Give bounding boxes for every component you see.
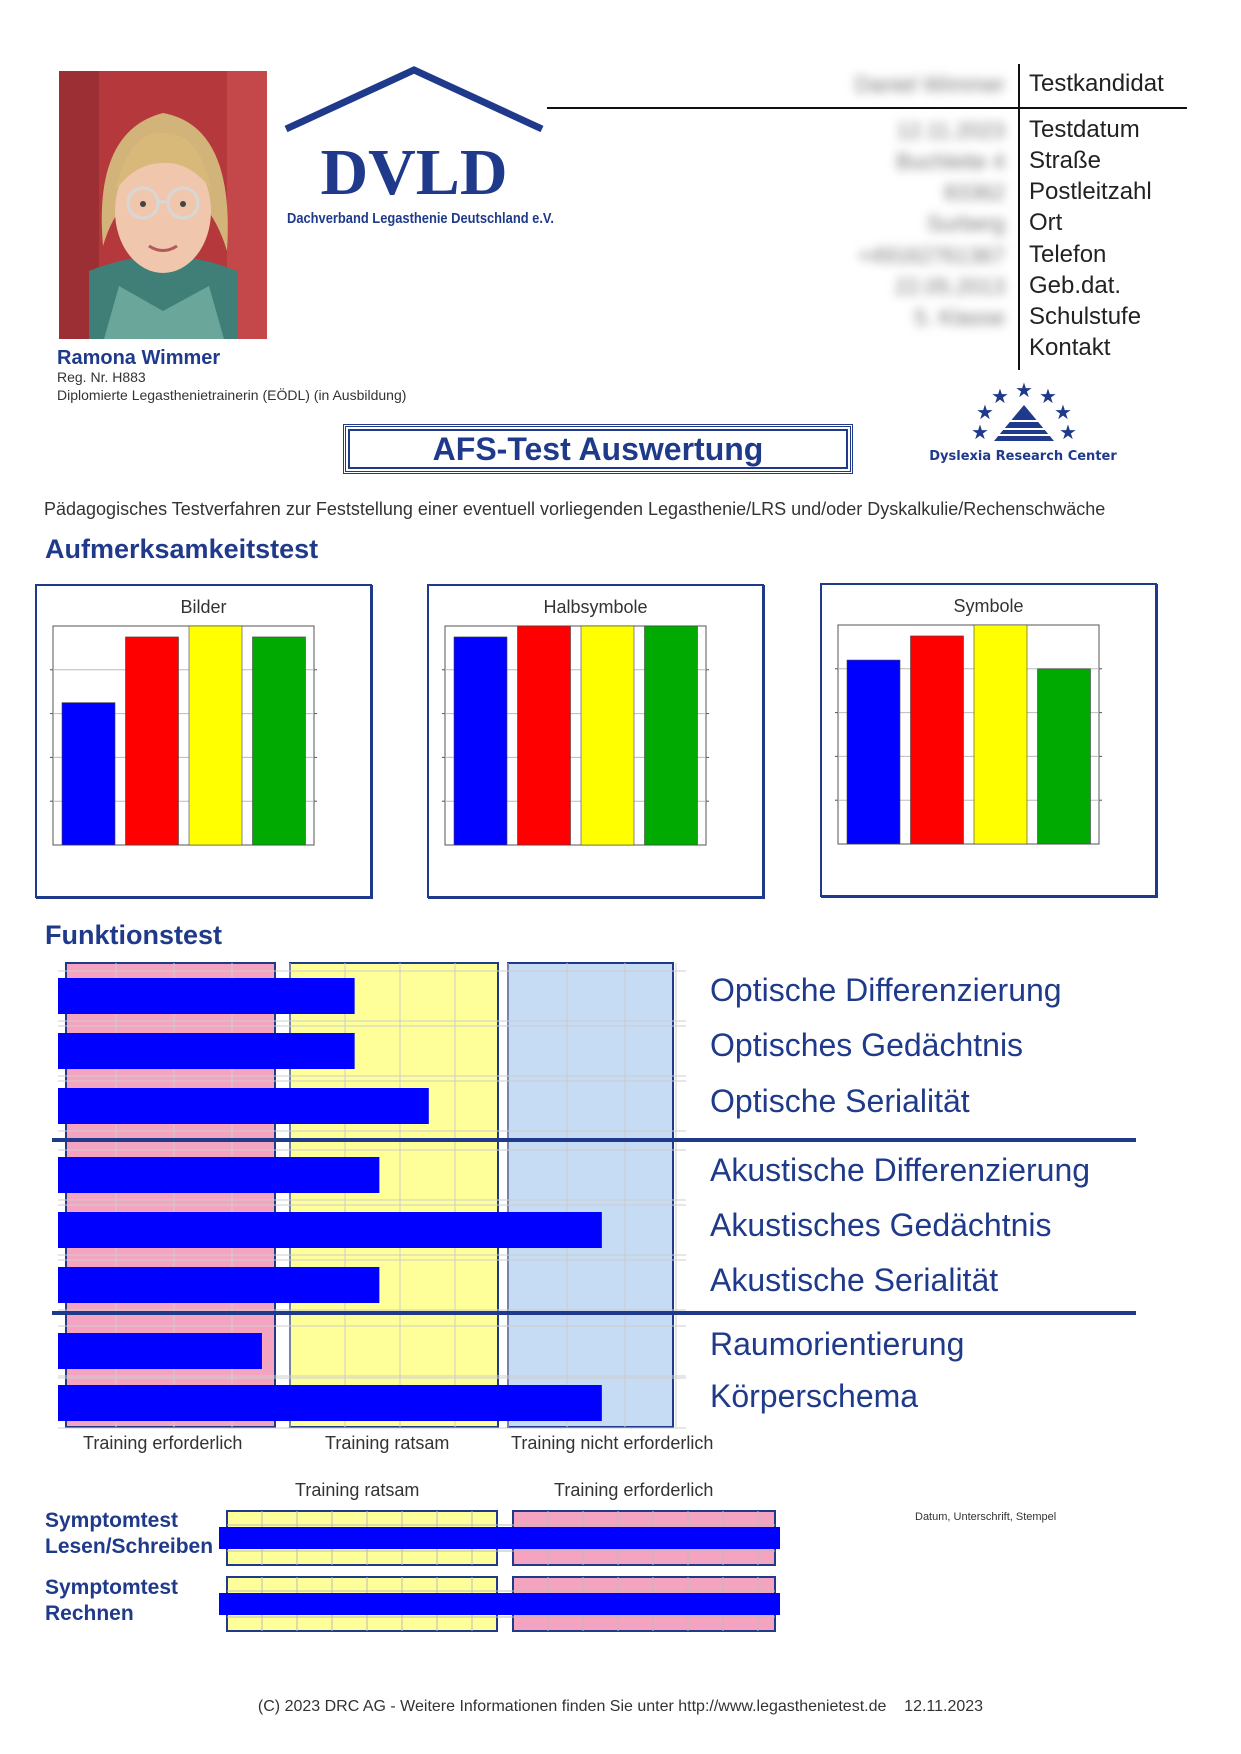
trainer-name: Ramona Wimmer [57,347,221,369]
report-title: AFS-Test Auswertung [432,430,764,467]
field-label-strasse: Straße [1029,147,1102,174]
bar-Akustische Serialität [58,1267,379,1303]
ftest-label-optisches-gedaechtnis: Optisches Gedächtnis [710,1027,1024,1063]
dvld-logo-letters: DVLD [320,136,508,209]
field-value-testkandidat: Daniel Wimmer [854,72,1005,97]
bar-rot [911,636,964,844]
field-value-testdatum: 12.11.2023 [896,118,1005,143]
zone-label-training-erforderlich: Training erforderlich [83,1433,243,1453]
bar-gelb [974,625,1027,844]
attention-chart-halbsymbole [427,584,764,898]
bar-grün [253,637,306,845]
ftest-label-akustische-differenzierung: Akustische Differenzierung [710,1152,1091,1188]
field-value-gebdat: 22.05.2013 [894,274,1005,299]
bar-grün [645,626,698,845]
bar-grün [1038,669,1091,844]
attention-chart-bilder [35,584,372,898]
footer-text: (C) 2023 DRC AG - Weitere Informationen finden Sie unter http://www.legasthenietest.de 12.11.2023 [257,1698,984,1715]
symptom-label-line1: Symptomtest [45,1576,179,1599]
report-title-box [343,424,853,474]
bar-blau [847,660,900,844]
bar-Optisches Gedächtnis [58,1033,355,1069]
field-value-ort: Surberg [926,211,1005,236]
symptom-zone-label-erforderlich: Training erforderlich [554,1480,714,1500]
drc-logo-text: Dyslexia Research Center [929,449,1117,464]
bar-Körperschema [58,1385,602,1421]
chart-plot [822,585,1155,895]
header-horizontal-rule [547,107,1187,109]
bar-Akustisches Gedächtnis [58,1212,602,1248]
bar-Optische Differenzierung [58,978,355,1014]
zone-label-training-nicht-erforderlich: Training nicht erforderlich [511,1433,714,1453]
attention-chart-symbole [820,583,1157,897]
dvld-logo-text: Dachverband Legasthenie Deutschland e.V. [287,210,554,227]
field-label-gebdat: Geb.dat. [1029,272,1122,299]
symptom-zone-label-ratsam: Training ratsam [295,1480,420,1500]
chart-plot [37,586,370,896]
symptom-label-line2: Rechnen [45,1602,134,1625]
symptom-label-line2: Lesen/Schreiben [45,1535,214,1558]
symptom-label-line1: Symptomtest [45,1509,179,1532]
bar-blau [62,703,115,845]
function-test-heading: Funktionstest [45,920,223,950]
svg-text:★: ★ [1054,400,1072,424]
ftest-label-optische-differenzierung: Optische Differenzierung [710,972,1062,1008]
ftest-label-akustische-serialitaet: Akustische Serialität [710,1262,999,1298]
svg-text:★: ★ [971,420,989,444]
chart-title: Symbole [953,596,1024,616]
header-vertical-rule [1018,64,1020,370]
trainer-photo-image [59,71,267,339]
ftest-label-koerperschema: Körperschema [710,1378,919,1414]
chart-plot [429,586,762,896]
bar-Raumorientierung [58,1333,262,1369]
svg-text:★: ★ [991,384,1009,408]
zone-training-nicht-erforderlich [508,963,673,1427]
bar-rot [126,637,179,845]
field-value-strasse: Buchleite 4 [896,149,1005,174]
field-value-telefon: +49162761367 [857,243,1005,268]
svg-text:★: ★ [1039,384,1057,408]
bar-Symptomtest Lesen/Schreiben [219,1527,780,1549]
bar-rot [518,626,571,845]
field-label-ort: Ort [1029,209,1063,236]
zone-training-ratsam [290,963,498,1427]
bar-Optische Serialität [58,1088,429,1124]
report-subtitle: Pädagogisches Testverfahren zur Feststellung einer eventuell vorliegenden Legasthenie/LRS und/oder Dyskalkulie/Rechenschwäche [44,499,1106,519]
trainer-photo [59,71,267,339]
signature-stamp-label: Datum, Unterschrift, Stempel [915,1511,1057,1523]
attention-test-heading: Aufmerksamkeitstest [45,534,319,564]
trainer-title: Diplomierte Legasthenietrainerin (EÖDL) (in Ausbildung) [57,387,407,403]
zone-label-training-ratsam: Training ratsam [325,1433,450,1453]
footer [0,1698,1241,1716]
field-label-kontakt: Kontakt [1029,334,1111,361]
svg-text:★: ★ [1059,420,1077,444]
field-label-testdatum: Testdatum [1029,116,1140,143]
field-label-telefon: Telefon [1029,241,1107,268]
svg-text:★: ★ [1015,378,1033,402]
bar-gelb [189,626,242,845]
bar-Akustische Differenzierung [58,1157,379,1193]
field-value-postleitzahl: 83362 [943,180,1005,205]
ftest-label-raumorientierung: Raumorientierung [710,1326,965,1362]
field-label-schulstufe: Schulstufe [1029,303,1142,330]
trainer-reg-number: Reg. Nr. H883 [57,369,146,385]
chart-title: Bilder [180,597,227,617]
bar-Symptomtest Rechnen [219,1593,780,1615]
field-label-postleitzahl: Postleitzahl [1029,178,1152,205]
drc-logo [928,375,1118,465]
ftest-label-akustisches-gedaechtnis: Akustisches Gedächtnis [710,1207,1052,1243]
field-value-schulstufe: 5. Klasse [914,305,1005,330]
svg-text:★: ★ [976,400,994,424]
chart-title: Halbsymbole [543,597,648,617]
field-label-testkandidat: Testkandidat [1029,70,1164,97]
function-test-chart [0,955,1241,1435]
ftest-label-optische-serialitaet: Optische Serialität [710,1083,970,1119]
bar-blau [454,637,507,845]
bar-gelb [581,626,634,845]
